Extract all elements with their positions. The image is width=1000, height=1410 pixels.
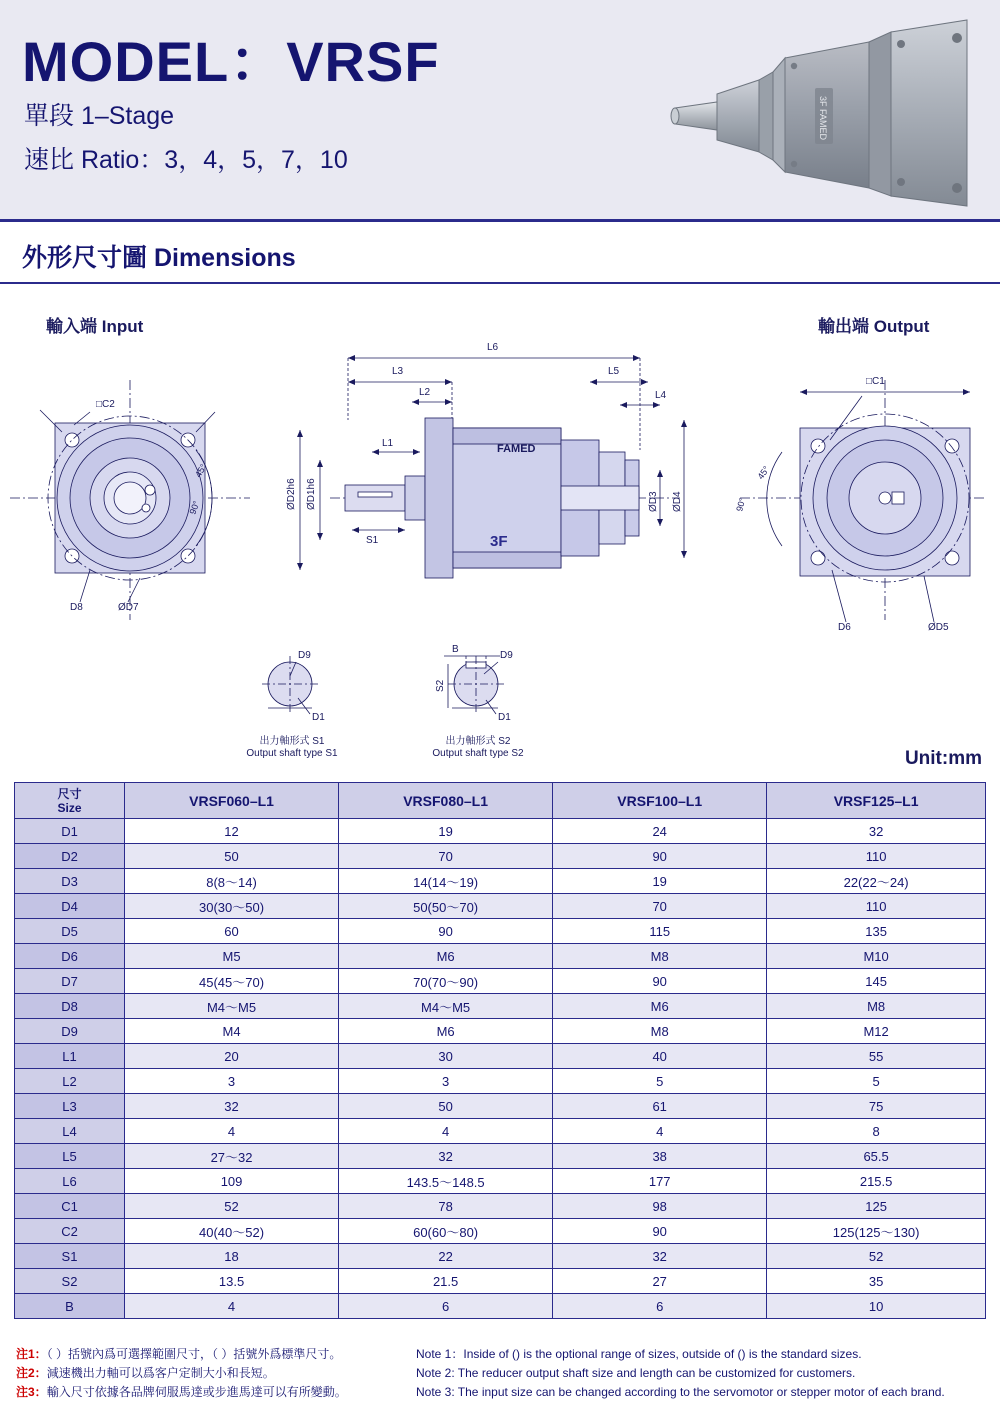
cell: M8 [553,944,767,969]
cell: 55 [767,1044,986,1069]
cell: 19 [553,869,767,894]
table-row [15,994,986,1019]
table-row [15,1069,986,1094]
label-d6: D6 [838,622,851,633]
cell: 21.5 [339,1269,553,1294]
table-row [15,1144,986,1169]
cell: 18 [125,1244,339,1269]
notes-block [16,1345,986,1402]
row-label: L1 [15,1044,125,1069]
label-s2-detail: S2 [435,679,446,692]
cell: 40(40～52) [125,1219,339,1244]
cell: 50 [125,844,339,869]
table-row [15,944,986,969]
cell: 90 [553,969,767,994]
drawing-logo-3f: 3F [490,533,508,550]
row-label: D5 [15,919,125,944]
row-label: D7 [15,969,125,994]
cell: M4～M5 [339,994,553,1019]
cell: 78 [339,1194,553,1219]
cell: M6 [339,944,553,969]
cell: 32 [339,1144,553,1169]
cell: 8 [767,1119,986,1144]
row-label: D8 [15,994,125,1019]
note-cn-text-2: 減速機出力軸可以爲客户定制大小和長短。 [46,1366,275,1380]
label-l6: L6 [487,342,499,353]
table-row [15,1044,986,1069]
label-angle-90-left: 90° [187,499,202,516]
cell: 65.5 [767,1144,986,1169]
row-label: C1 [15,1194,125,1219]
input-side-label: 輸入端 Input [46,317,144,336]
cell: 50 [339,1094,553,1119]
cell: M6 [553,994,767,1019]
cell: 52 [767,1244,986,1269]
drawing-brand-text: FAMED [497,443,536,455]
shaft-type-s1-detail [262,650,325,723]
row-label: L3 [15,1094,125,1119]
label-d3: ØD3 [648,491,659,512]
row-label: L2 [15,1069,125,1094]
row-label: S2 [15,1269,125,1294]
cell: M4～M5 [125,994,339,1019]
cell: 98 [553,1194,767,1219]
table-header-size-en: Size [57,800,82,815]
cell: 90 [339,919,553,944]
cell: 90 [553,1219,767,1244]
cell: 90 [553,844,767,869]
note-cn-text-1: （ ）括號內爲可選擇範圍尺寸，（ ）括號外爲標準尺寸。 [46,1347,342,1361]
cell: 30 [339,1044,553,1069]
table-row [15,919,986,944]
cell: 19 [339,819,553,844]
cell: M12 [767,1019,986,1044]
cell: 40 [553,1044,767,1069]
cell: 32 [553,1244,767,1269]
cell: 4 [339,1119,553,1144]
row-label: S1 [15,1244,125,1269]
row-label: C2 [15,1219,125,1244]
caption-shaft-s2-cn: 出力軸形式 S2 [445,736,511,747]
label-l4: L4 [655,390,667,401]
product-photo [655,10,985,220]
label-d9-s1: D9 [298,650,311,661]
section-divider [0,282,1000,284]
cell: M10 [767,944,986,969]
cell: 30(30～50) [125,894,339,919]
input-face-view [10,380,250,620]
label-s1: S1 [366,535,379,546]
technical-drawing [0,300,1000,770]
row-label: L6 [15,1169,125,1194]
cell: M8 [767,994,986,1019]
stage-label: 單段 1–Stage [24,102,175,130]
cell: 4 [125,1294,339,1319]
cell: 215.5 [767,1169,986,1194]
label-c1: □C1 [866,376,885,387]
caption-shaft-s2 [418,736,538,760]
label-l2: L2 [419,387,431,398]
cell: 32 [125,1094,339,1119]
row-label: D6 [15,944,125,969]
dimensions-table [14,782,986,1319]
row-label: L5 [15,1144,125,1169]
cell: M4 [125,1019,339,1044]
side-section-view [286,342,687,578]
cell: 125(125～130) [767,1219,986,1244]
label-d1-s1: D1 [312,712,325,723]
caption-shaft-s1 [232,736,352,760]
row-label: L4 [15,1119,125,1144]
unit-label: Unit:mm [904,748,982,769]
cell: 135 [767,919,986,944]
cell: M8 [553,1019,767,1044]
row-label: B [15,1294,125,1319]
cell: 3 [339,1069,553,1094]
row-label: D3 [15,869,125,894]
cell: 3 [125,1069,339,1094]
shaft-type-s2-detail [435,644,513,723]
photo-brand-text: 3F FAMED [818,95,828,141]
cell: M6 [339,1019,553,1044]
cell: 45(45～70) [125,969,339,994]
label-b-s2: B [452,644,459,655]
table-row [15,819,986,844]
caption-shaft-s1-en: Output shaft type S1 [246,748,338,759]
table-row [15,894,986,919]
cell: 75 [767,1094,986,1119]
cell: 110 [767,894,986,919]
cell: 38 [553,1144,767,1169]
cell: 22 [339,1244,553,1269]
note-en-3: Note 3: The input size can be changed according to the servomotor or stepper motor of each brand. [416,1385,945,1399]
note-row [16,1364,986,1383]
cell: 22(22～24) [767,869,986,894]
note-cn-2 [16,1364,416,1383]
page-title: MODEL：VRSF [22,30,440,93]
cell: 70 [553,894,767,919]
cell: 20 [125,1044,339,1069]
table-header-row [15,783,986,819]
table-row [15,969,986,994]
table-row [15,1019,986,1044]
table-row [15,1169,986,1194]
caption-shaft-s1-cn: 出力軸形式 S1 [259,736,325,747]
cell: 6 [339,1294,553,1319]
cell: 27～32 [125,1144,339,1169]
row-label: D2 [15,844,125,869]
cell: 60 [125,919,339,944]
note-en-1: Note 1：Inside of () is the optional range of sizes, outside of () is the standard sizes. [416,1347,862,1361]
label-l1: L1 [382,438,394,449]
table-row [15,869,986,894]
label-c2: □C2 [96,399,115,410]
label-d7: ØD7 [118,602,139,613]
label-d4: ØD4 [672,491,683,512]
cell: 14(14～19) [339,869,553,894]
ratio-label: 速比 Ratio：3，4，5，7，10 [24,146,348,174]
cell: 35 [767,1269,986,1294]
table-row [15,1119,986,1144]
table-header-size-cn: 尺寸 [57,786,82,801]
label-d9-s2: D9 [500,650,513,661]
table-row [15,1094,986,1119]
label-l3: L3 [392,366,404,377]
cell: 70(70～90) [339,969,553,994]
table-header-size [15,783,125,819]
cell: 13.5 [125,1269,339,1294]
table-row [15,1244,986,1269]
label-angle-90-right: 90° [734,496,748,513]
cell: 5 [553,1069,767,1094]
cell: 6 [553,1294,767,1319]
output-side-label: 輸出端 Output [818,317,930,336]
row-label: D4 [15,894,125,919]
cell: 61 [553,1094,767,1119]
cell: 50(50～70) [339,894,553,919]
cell: 110 [767,844,986,869]
note-cn-3 [16,1383,416,1402]
table-header-col-2: VRSF080–L1 [339,783,553,819]
cell: 8(8～14) [125,869,339,894]
note-tag-1: 注1： [16,1347,47,1361]
note-cn-1 [16,1345,416,1364]
cell: 145 [767,969,986,994]
note-row [16,1345,986,1364]
cell: 24 [553,819,767,844]
note-en-2: Note 2: The reducer output shaft size and length can be customized for customers. [416,1366,856,1380]
output-face-view [734,376,985,633]
cell: 60(60～80) [339,1219,553,1244]
table-row [15,1269,986,1294]
note-tag-3: 注3： [16,1385,47,1399]
cell: 143.5～148.5 [339,1169,553,1194]
table-row [15,1219,986,1244]
label-d5: ØD5 [928,622,949,633]
dimensions-title: 外形尺寸圖 Dimensions [22,244,296,272]
row-label: D1 [15,819,125,844]
table-header-col-3: VRSF100–L1 [553,783,767,819]
cell: 10 [767,1294,986,1319]
cell: 115 [553,919,767,944]
table-row [15,1294,986,1319]
table-row [15,1194,986,1219]
cell: M5 [125,944,339,969]
cell: 177 [553,1169,767,1194]
cell: 70 [339,844,553,869]
note-cn-text-3: 輸入尺寸依據各品牌伺服馬達或步進馬達可以有所變動。 [46,1385,347,1399]
cell: 125 [767,1194,986,1219]
cell: 4 [125,1119,339,1144]
cell: 109 [125,1169,339,1194]
cell: 32 [767,819,986,844]
table-header-col-4: VRSF125–L1 [767,783,986,819]
label-d1-s2: D1 [498,712,511,723]
page-header [0,0,1000,222]
table-body [15,819,986,1319]
caption-shaft-s2-en: Output shaft type S2 [432,748,524,759]
label-d8: D8 [70,602,83,613]
label-d2h6: ØD2h6 [286,478,297,510]
table-row [15,844,986,869]
cell: 52 [125,1194,339,1219]
note-row [16,1383,986,1402]
label-angle-45-left: 45° [193,462,209,479]
table-header-col-1: VRSF060–L1 [125,783,339,819]
cell: 12 [125,819,339,844]
cell: 4 [553,1119,767,1144]
label-angle-45-right: 45° [755,464,772,482]
label-d1h6: ØD1h6 [306,478,317,510]
label-l5: L5 [608,366,620,377]
note-tag-2: 注2： [16,1366,47,1380]
row-label: D9 [15,1019,125,1044]
cell: 5 [767,1069,986,1094]
cell: 27 [553,1269,767,1294]
